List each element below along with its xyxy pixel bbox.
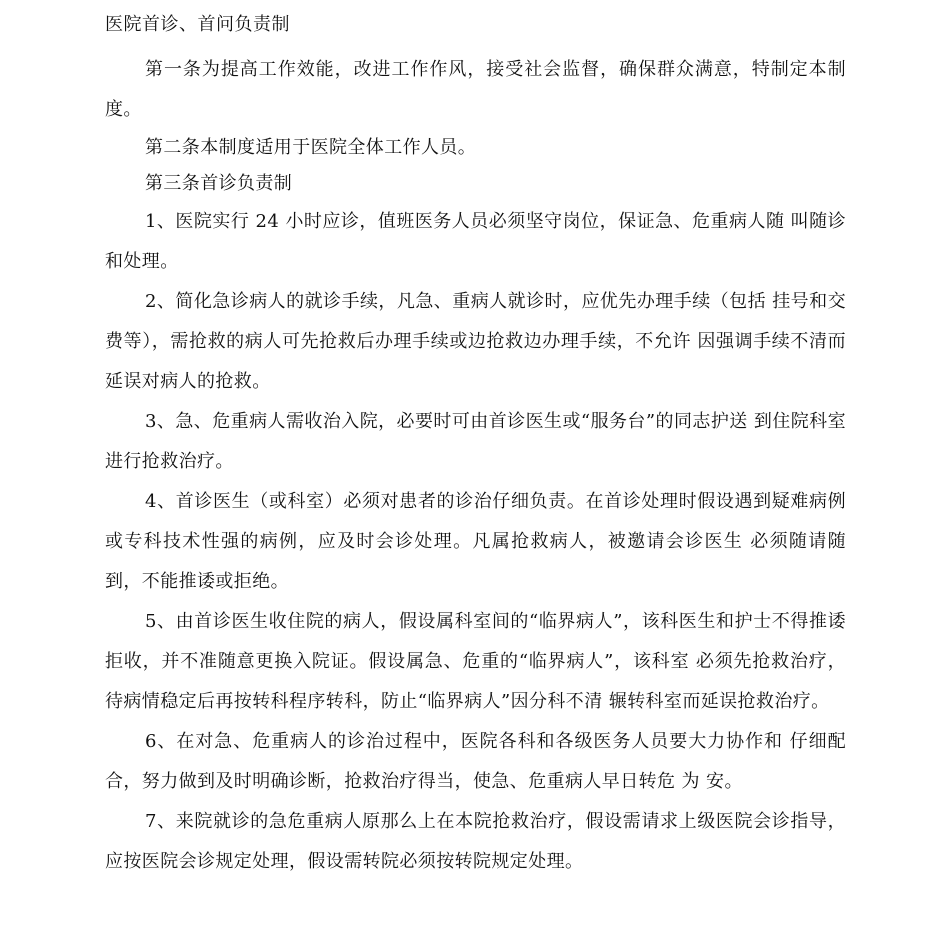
paragraph-article-1: 第一条为提高工作效能，改进工作作风，接受社会监督，确保群众满意，特制定本制度。	[105, 59, 846, 120]
document-page	[105, 12, 846, 882]
paragraph-item-6: 6、在对急、危重病人的诊治过程中，医院各科和各级医务人员要大力协作和 仔细配合，努力做到及时明确诊断，抢救治疗得当，使急、危重病人早日转危 为 安。	[105, 731, 846, 792]
paragraph-item-5: 5、由首诊医生收住院的病人，假设属科室间的“临界病人”，该科医生和护士不得推诿拒收，并不准随意更换入院证。假设属急、危重的“临界病人”，该科室 必须先抢救治疗，待病情稳定后再按转科程序转科，防止“临界病人”因分科不清 辗转科室而延误抢救治疗。	[105, 611, 846, 712]
paragraph-item-4: 4、首诊医生（或科室）必须对患者的诊治仔细负责。在首诊处理时假设遇到疑难病例或专科技术性强的病例，应及时会诊处理。凡属抢救病人，被邀请会诊医生 必须随请随到，不能推诿或拒绝。	[105, 491, 846, 592]
document-title: 医院首诊、首问负责制	[105, 14, 290, 35]
paragraph-article-3-heading: 第三条首诊负责制	[145, 173, 293, 194]
paragraph-item-1: 1、医院实行 24 小时应诊，值班医务人员必须坚守岗位，保证急、危重病人随 叫随诊和处理。	[105, 211, 846, 272]
paragraph-item-3: 3、急、危重病人需收治入院，必要时可由首诊医生或“服务台”的同志护送 到住院科室进行抢救治疗。	[105, 411, 846, 472]
paragraph-item-7: 7、来院就诊的急危重病人原那么上在本院抢救治疗，假设需请求上级医院会诊指导，应按医院会诊规定处理，假设需转院必须按转院规定处理。	[105, 811, 846, 872]
paragraph-article-2: 第二条本制度适用于医院全体工作人员。	[145, 137, 477, 158]
paragraph-item-2: 2、简化急诊病人的就诊手续，凡急、重病人就诊时，应优先办理手续（包括 挂号和交费等），需抢救的病人可先抢救后办理手续或边抢救边办理手续，不允许 因强调手续不清而延误对病人的抢救。	[105, 291, 846, 392]
